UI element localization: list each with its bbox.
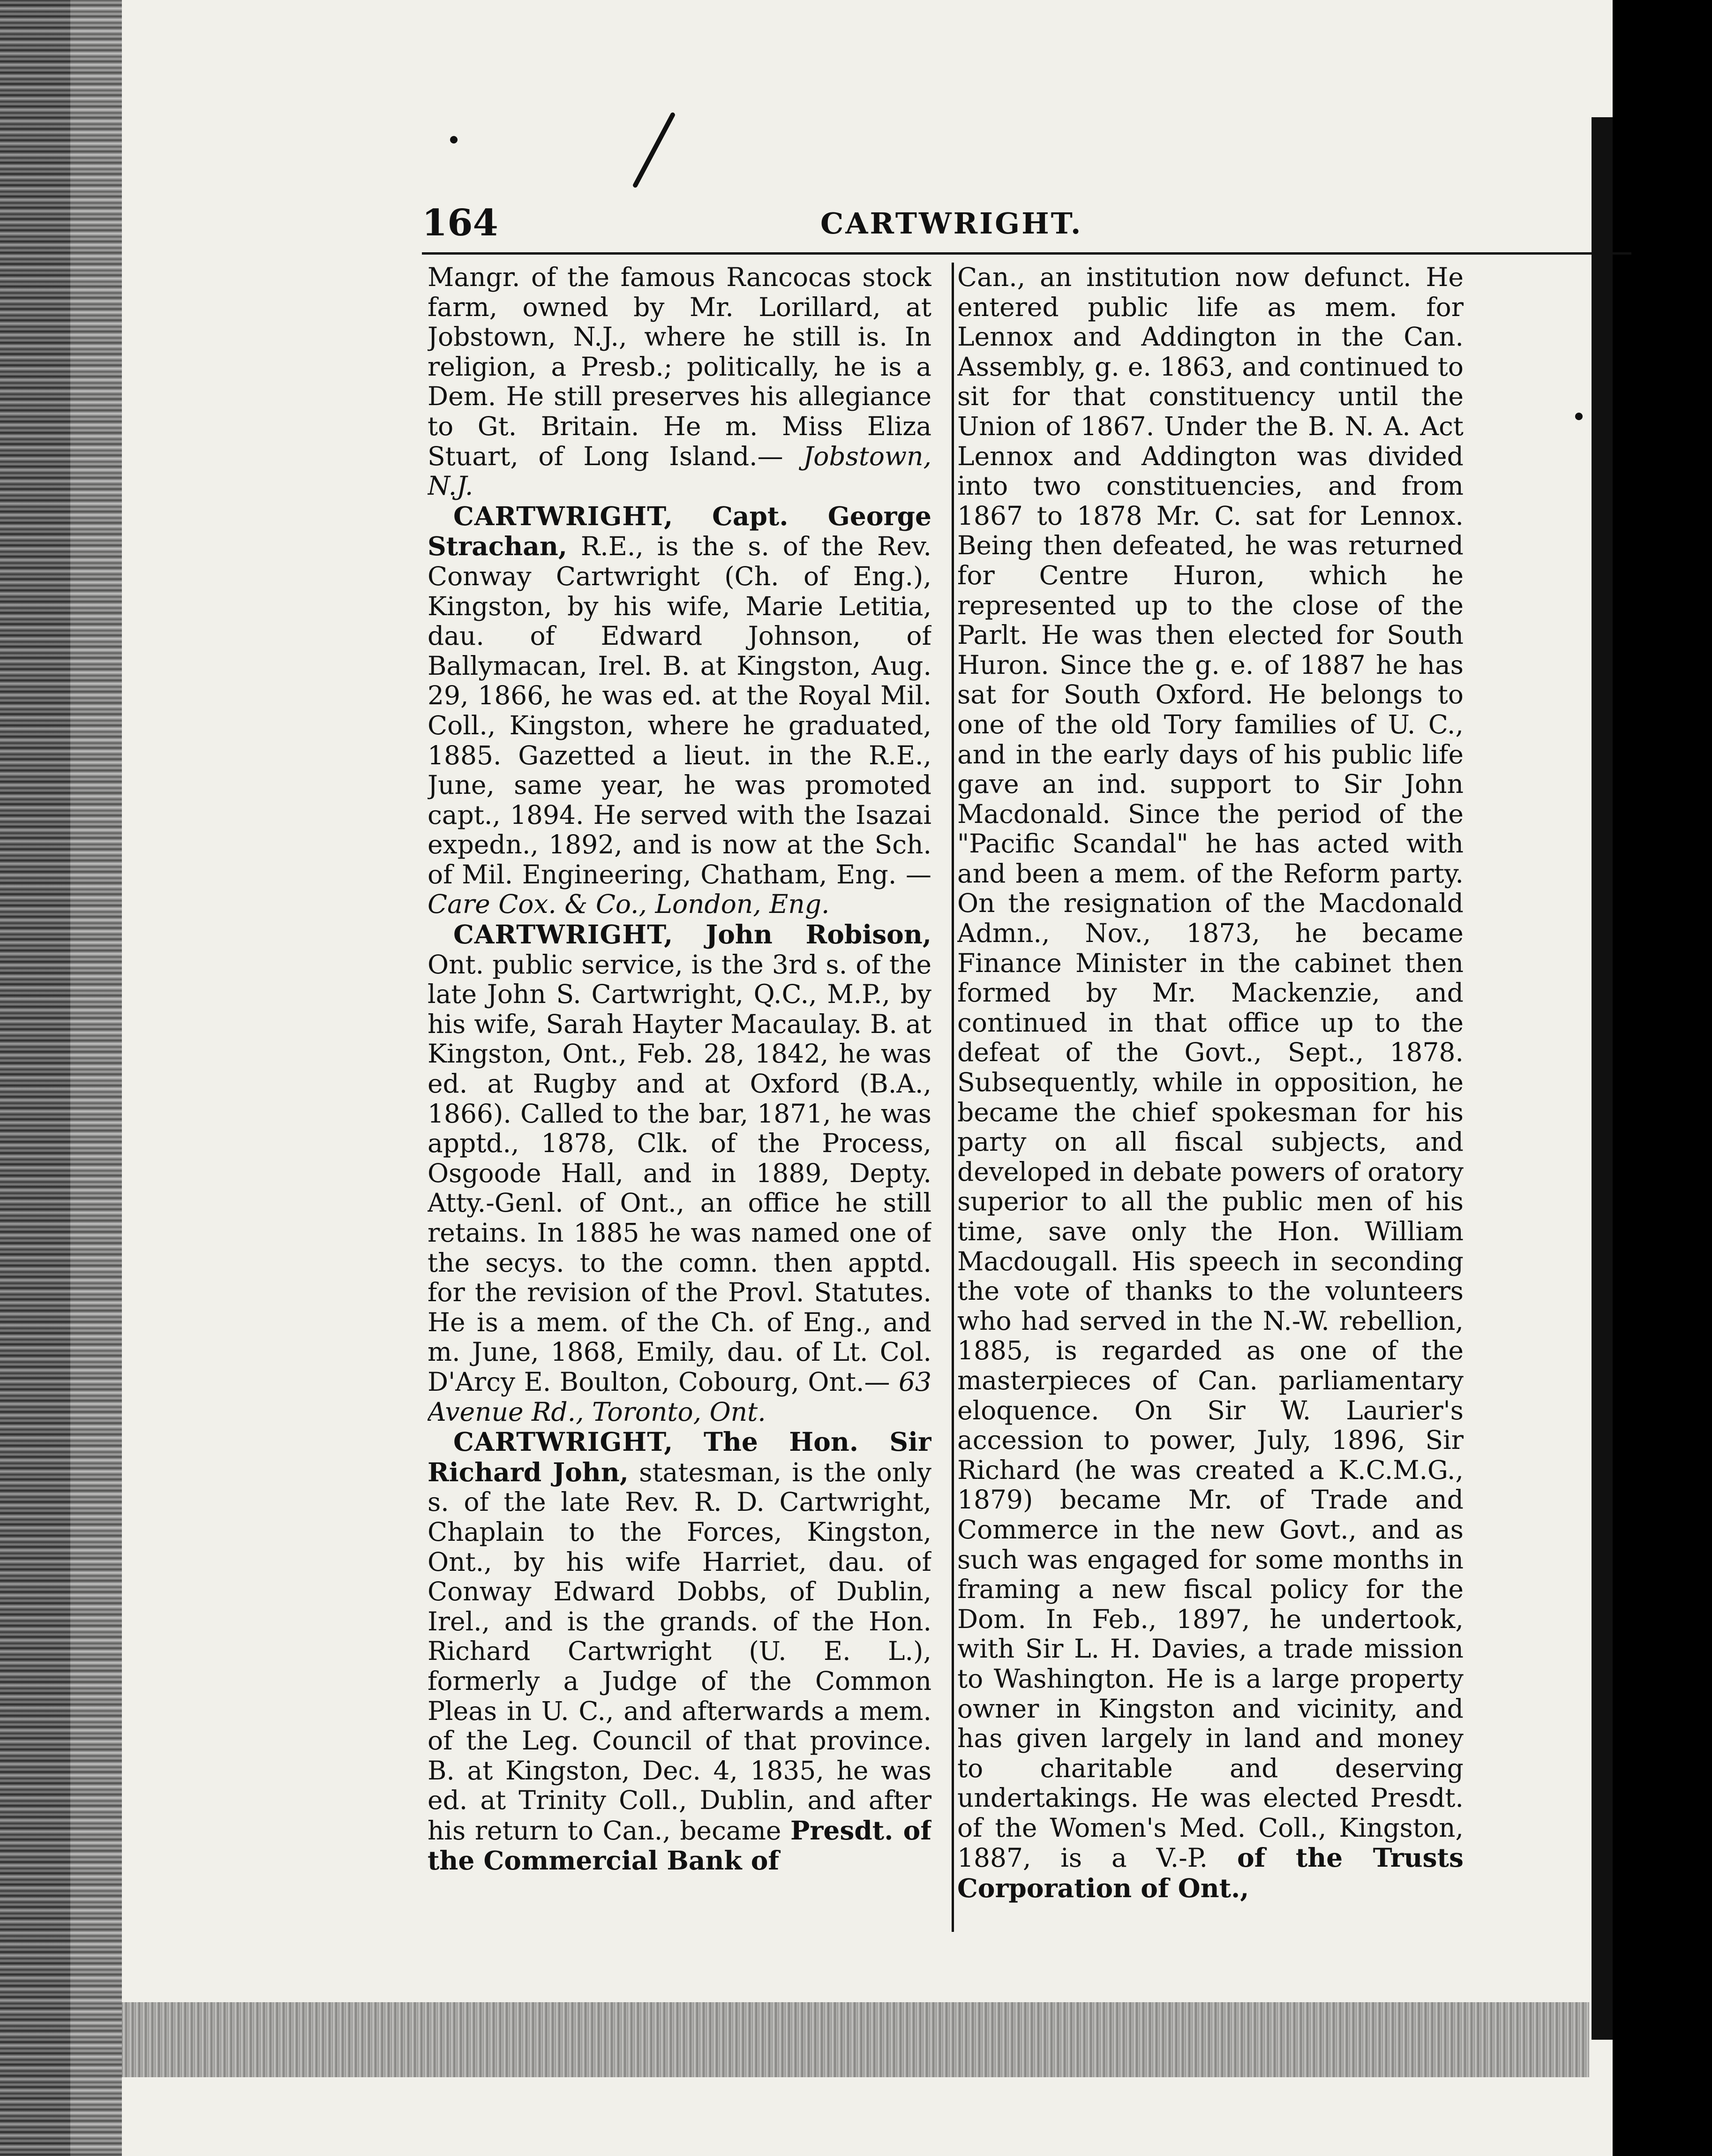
entry-text: Ont. public service, is the 3rd s. of the late John S. Cartwright, Q.C., M.P., by his wife, Sarah Hayter Macaulay. B. at Kingston, Ont., Feb. 28, 1842, he was ed. at Rugby and at Oxford (B.A., 1866). Called to the bar, 1871, he was apptd., 1878, Clk. of the Process, Osgoode Hall, and in 1889, Depty. Atty.-Genl. of Ont., an office he still retains. In 1885 he was named one of the secys. to the comn. then apptd. for the revision of the Provl. Statutes. He is a mem. of the Ch. of Eng., and m. June, 1868, Emily, dau. of Lt. Col. D'Arcy E. Boulton, Cobourg, Ont.— <box>428 949 931 1397</box>
entry-bold-line: Presdt. of the Commercial Bank of <box>428 1815 931 1876</box>
entry-name: Capt. George Strachan, <box>428 500 931 562</box>
page-number: 164 <box>422 202 498 244</box>
page-bottom-edge <box>122 2002 1589 2077</box>
entry-surname: CARTWRIGHT, <box>453 500 674 531</box>
entry-richard-john <box>428 1427 931 1876</box>
right-column <box>957 263 1464 1937</box>
entry-surname: CARTWRIGHT, <box>453 1426 674 1457</box>
entry-address: Jobstown, N.J. <box>428 441 931 501</box>
ink-dot <box>1575 413 1583 420</box>
entry-text: Can., an institution now defunct. He entered public life as mem. for Lennox and Addington in the Can. Assembly, g. e. 1863, and continued to sit for that constituency until the Union of 1867. Under the B. N. A. Act Lennox and Addington was divided into two constituencies, and from 1867 to 1878 Mr. C. sat for Lennox. Being then defeated, he was returned for Centre Huron, which he represented up to the close of the Parlt. He was then elected for South Huron. Since the g. e. of 1887 he has sat for South Oxford. He belongs to one of the old Tory families of U. C., and in the early days of his public life gave an ind. support to Sir John Macdonald. Since the period of the "Pacific Scandal" he has acted with and been a mem. of the Reform party. On the resignation of the Macdonald Admn., Nov., 1873, he became Finance Minister in the cabinet then formed by Mr. Mackenzie, and continued in that office up to the defeat of the Govt., Sept., 1878. Subsequently, while in opposition, he became the chief spokesman for his party on all fiscal subjects, and developed in debate powers of oratory superior to all the public men of his time, save only the Hon. William Macdougall. His speech in seconding the vote of thanks to the volunteers who had served in the N.-W. rebellion, 1885, is regarded as one of the masterpieces of Can. parliamentary eloquence. On Sir W. Laurier's accession to power, July, 1896, Sir Richard (he was created a K.C.M.G., 1879) became Mr. of Trade and Commerce in the new Govt., and as such was engaged for some months in framing a new fiscal policy for the Dom. In Feb., 1897, he undertook, with Sir L. H. Davies, a trade mission to Washington. He is a large property owner in Kingston and vicinity, and has given largely in land and money to charitable and deserving undertakings. He was elected Presdt. of the Women's Med. Coll., Kingston, 1887, is a V.-P. <box>957 263 1464 1873</box>
entry-surname: CARTWRIGHT, <box>453 919 674 950</box>
entry-name: The Hon. Sir Richard John, <box>428 1426 931 1487</box>
running-head: CARTWRIGHT. <box>820 206 1083 241</box>
entry-address: 63 Avenue Rd., Toronto, Ont. <box>428 1366 931 1427</box>
entry-bold-line: of the Trusts Corporation of Ont., <box>957 1842 1464 1904</box>
continued-entry <box>428 263 931 501</box>
entry-name: John Robison, <box>706 919 931 950</box>
book-binding-edge <box>0 0 122 2156</box>
ink-dot <box>450 136 458 143</box>
entry-address: Care Cox. & Co., London, Eng. <box>428 889 830 920</box>
entry-text: statesman, is the only s. of the late Rev. R. D. Cartwright, Chaplain to the Forces, Kingston, Ont., by his wife Harriet, dau. of Conway Edward Dobbs, of Dublin, Irel., and is the grands. of the Hon. Richard Cartwright (U. E. L.), formerly a Judge of the Common Pleas in U. C., and afterwards a mem. of the Leg. Council of that province. B. at Kingston, Dec. 4, 1835, he was ed. at Trinity Coll., Dublin, and after his return to Can., became <box>428 1457 931 1846</box>
left-column <box>428 263 931 1937</box>
page-edge-shadow <box>1592 117 1613 2040</box>
page-header <box>422 202 1631 253</box>
column-divider <box>952 263 954 1932</box>
continued-entry-richard <box>957 263 1464 1904</box>
entry-text: R.E., is the s. of the Rev. Conway Cartwright (Ch. of Eng.), Kingston, by his wife, Marie Letitia, dau. of Edward Johnson, of Ballymacan, Irel. B. at Kingston, Aug. 29, 1866, he was ed. at the Royal Mil. Coll., Kingston, where he graduated, 1885. Gazetted a lieut. in the R.E., June, same year, he was promoted capt., 1894. He served with the Isazai expedn., 1892, and is now at the Sch. of Mil. Engineering, Chatham, Eng. — <box>428 531 931 890</box>
entry-george-strachan <box>428 501 931 920</box>
header-rule <box>422 252 1631 255</box>
entry-john-robison <box>428 920 931 1427</box>
entry-text: Mangr. of the famous Rancocas stock farm, owned by Mr. Lorillard, at Jobstown, N.J., where he still is. In religion, a Presb.; politically, he is a Dem. He still preserves his allegiance to Gt. Britain. He m. Miss Eliza Stuart, of Long Island.— <box>428 263 931 471</box>
